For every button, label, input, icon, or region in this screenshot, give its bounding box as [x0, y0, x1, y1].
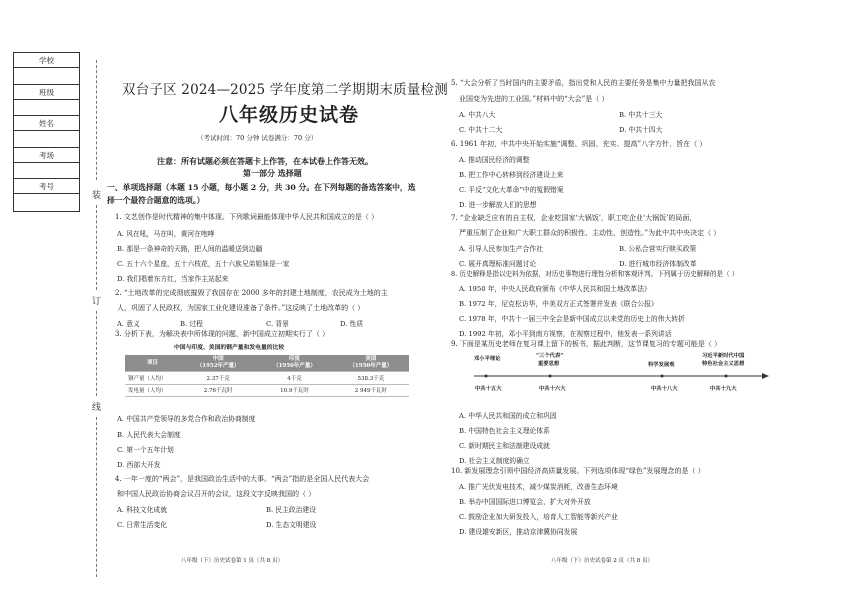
section-heading-cont: 择一个最符合题意的选项。）: [107, 196, 205, 205]
timeline-label-three-represents-2: 重要思想: [538, 361, 560, 367]
page-footer-left: 八年级（下）历史试卷第 1 页（共 8 页）: [181, 558, 283, 564]
option-2d: D. 性质: [340, 320, 364, 328]
header-year: （1950年产量）: [349, 363, 393, 369]
timeline-congress-15: 中共十五大: [475, 386, 502, 392]
option-1a: A. 风在吼，马在叫，黄河在咆哮: [117, 230, 215, 238]
table-header-cell: [180, 355, 256, 372]
option-7b: B. 公私合营实行赎买政策: [619, 245, 697, 253]
class-field[interactable]: [14, 99, 79, 116]
option-9d: D. 社会主义制度的确立: [459, 457, 530, 465]
option-3a: A. 中国共产党领导的多党合作和政治协商制度: [117, 415, 256, 423]
option-8c: C. 1978 年，中共十一届三中全会是新中国成立以来党的历史上的伟大转折: [459, 315, 685, 323]
binding-char: 线: [92, 403, 102, 413]
info-row-name: [14, 116, 79, 148]
table-header-cell: [256, 355, 332, 372]
timeline-label-deng: 邓小平理论: [474, 356, 501, 362]
timeline-congress-19: 中共十九大: [710, 386, 737, 392]
option-10d: D. 建设雄安新区，推动京津冀协同发展: [459, 528, 578, 536]
table-header-cell: 项目: [125, 355, 180, 372]
table-cell: 发电量（人均）: [125, 384, 180, 397]
paper-subtitle: 八年级历史试卷: [219, 104, 360, 126]
school-field[interactable]: [14, 67, 79, 84]
table-cell: 538.3千克: [333, 372, 409, 385]
timeline-label-xi-1: 习近平新时代中国: [702, 353, 745, 359]
info-label: 考场: [39, 150, 54, 160]
option-7d: D. 进行城市经济体制改革: [619, 260, 697, 268]
timeline-arrow: [474, 370, 770, 382]
option-9b: B. 中国特色社会主义理论体系: [459, 427, 550, 435]
info-row-number: [14, 179, 79, 211]
question-5-line2: 业国变为先进的工业国。”材料中的“大会”是（ ）: [459, 95, 609, 103]
question-5-line1: 5. “大会分析了当时国内的主要矛盾，指出党和人民的主要任务是集中力量把我国从农: [451, 79, 716, 87]
question-10: 10. 新发展理念引领中国经济高质量发展。下列选项体现“绿色”发展理念的是（ ）: [451, 467, 705, 475]
question-6: 6. 1961 年初，中共中央开始实施“调整、巩固、充实、提高”八字方针，旨在（ ）: [451, 140, 707, 148]
page-footer-right: 八年级（下）历史试卷第 2 页（共 8 页）: [551, 558, 653, 564]
option-6d: D. 进一步解放人们的思想: [459, 201, 537, 209]
header-year: （1952年产量）: [196, 363, 240, 369]
option-8b: B. 1972 年，尼克松访华，中美双方正式签署并发表《联合公报》: [459, 300, 658, 308]
timeline-label-scientific: 科学发展观: [648, 362, 675, 368]
table-cell: 钢产量（人均）: [125, 372, 180, 385]
binding-char: 订: [92, 297, 102, 307]
info-row-school: [14, 53, 79, 85]
option-4c: C. 日常生活变化: [117, 521, 168, 529]
header-year: （1950年产量）: [273, 363, 316, 369]
option-6a: A. 推动国民经济的调整: [459, 156, 530, 164]
option-5a: A. 中共八大: [459, 111, 496, 119]
question-3: 3. 分析下表，为解决表中所体现的问题，新中国成立初期实行了（ ）: [115, 330, 330, 338]
question-4-line2: 和中国人民政治协商会议召开的会议，这段文字反映我国的（ ）: [117, 490, 316, 498]
comparison-table: [125, 355, 409, 397]
board-timeline: [474, 350, 770, 398]
option-8d: D. 1992 年初，邓小平到南方视察，在视察过程中，他发表一系列讲话: [459, 330, 672, 338]
option-1b: B. 那是一条神奇的天路，把人间的温暖送到边疆: [117, 245, 263, 253]
info-label: 姓名: [39, 119, 54, 129]
exam-info: （考试时间：70 分钟 试卷满分：70 分）: [197, 134, 318, 142]
binding-dashed-line: [96, 311, 97, 396]
option-8a: A. 1950 年，中央人民政府颁布《中华人民共和国土地改革法》: [459, 285, 651, 293]
option-5c: C. 中共十二大: [459, 126, 503, 134]
option-7c: C. 展开真理标准问题讨论: [459, 260, 537, 268]
option-10a: A. 推广光伏发电技术，减少煤炭消耗，改善生态环境: [459, 483, 618, 491]
option-9a: A. 中华人民共和国的成立和巩固: [459, 412, 557, 420]
table-row: [125, 384, 409, 397]
info-label: 学校: [39, 56, 54, 65]
option-9c: C. 新时期民主和法制建设成就: [459, 442, 550, 450]
table-header-row: [125, 355, 409, 372]
timeline-congress-16: 中共十六大: [539, 386, 566, 392]
option-10c: C. 鼓励企业加大研发投入，培育人工智能等新兴产业: [459, 513, 618, 521]
option-3b: B. 人民代表大会制度: [117, 431, 181, 439]
timeline-label-three-represents-1: “三个代表”: [536, 353, 564, 359]
table-header-cell: [333, 355, 409, 372]
table-cell: 2.37千克: [180, 372, 256, 385]
option-7a: A. 引导人民参加生产合作社: [459, 245, 543, 253]
option-5d: D. 中共十四大: [619, 126, 663, 134]
option-3c: C. 第一个五年计划: [117, 446, 174, 454]
timeline-congress-18: 中共十八大: [651, 386, 678, 392]
header-country: 美国: [365, 356, 377, 362]
option-6b: B. 把工作中心转移到经济建设上来: [459, 171, 564, 179]
notice: 注意：所有试题必须在答题卡上作答，在本试卷上作答无效。: [157, 156, 373, 166]
question-4-line1: 4. 一年一度的“两会”，是我国政治生活中的大事。“两会”指的是全国人民代表大会: [115, 475, 370, 483]
timeline-label-xi-2: 特色社会主义思想: [702, 361, 745, 367]
table-cell: 2.76千瓦时: [180, 384, 256, 397]
exam-number-field[interactable]: [14, 193, 79, 211]
question-7-line2: 严重压制了企业和广大职工群众的积极性、主动性、创造性。”为此中共中央决定（ ）: [459, 229, 721, 237]
student-info-table: [13, 52, 80, 212]
exam-title: 双台子区 2024—2025 学年度第二学期期末质量检测: [122, 82, 448, 98]
table-cell: 10.9千瓦时: [256, 384, 332, 397]
question-7-line1: 7. “企业缺乏应有的自主权，企业吃国家‘大锅饭’，职工吃企业‘大锅饭’的局面，: [451, 214, 697, 222]
section-heading: 一、单项选择题（本题 15 小题，每小题 2 分，共 30 分。在下列每题的备选答案中，选: [107, 183, 416, 192]
part-heading: 第一部分 选择题: [243, 168, 302, 178]
binding-dashed-line: [96, 417, 97, 577]
option-4a: A. 科技文化成就: [117, 506, 168, 514]
table-caption: 中国与印度、美国的钢产量和发电量的比较: [174, 345, 285, 351]
question-9: 9. 下面是某历史老师在复习课上留下的板书，据此判断，这节课复习的专题可能是（ ）: [451, 340, 722, 348]
exam-room-field[interactable]: [14, 162, 79, 179]
question-8: 8. 历史解释是指以史料为依据，对历史事物进行理性分析和客观评判。下列属于历史解释的是（ ）: [451, 270, 739, 278]
header-country: 中国: [212, 356, 224, 362]
question-1: 1. 文艺创作是时代精神的集中体现。下列歌词最能体现中华人民共和国成立的是（ ）: [115, 213, 379, 221]
option-2c: C. 背景: [266, 320, 289, 328]
question-2-line1: 2. “土地改革的完成彻底摧毁了我国存在 2000 多年的封建土地制度，农民成为土地的主: [115, 289, 388, 297]
question-2-line2: 人，巩固了人民政权，为国家工业化建设准备了条件。”这反映了土地改革的（ ）: [117, 304, 365, 312]
table-row: [125, 372, 409, 385]
info-label: 考号: [39, 182, 54, 192]
option-6c: C. 平反“文化大革命”中的冤假错案: [459, 186, 564, 194]
option-1d: D. 我们唱着东方红，当家作主站起来: [117, 275, 229, 283]
option-2a: A. 意义: [117, 320, 140, 328]
option-4b: B. 民主政治建设: [266, 506, 317, 514]
option-2b: B. 过程: [180, 320, 203, 328]
option-5b: B. 中共十三大: [619, 111, 663, 119]
option-4d: D. 生态文明建设: [266, 521, 317, 529]
binding-dashed-line: [96, 205, 97, 290]
option-1c: C. 五十六个星座，五十六枝花，五十六族兄弟姐妹是一家: [117, 260, 290, 268]
info-row-class: [14, 85, 79, 117]
option-10b: B. 举办中国国际进口博览会，扩大对外开放: [459, 498, 591, 506]
name-field[interactable]: [14, 130, 79, 147]
table-cell: 4千克: [256, 372, 332, 385]
table-cell: 2 949千瓦时: [333, 384, 409, 397]
option-3d: D. 西部大开发: [117, 461, 161, 469]
info-label: 班级: [39, 87, 54, 97]
binding-char: 装: [92, 191, 102, 201]
info-row-room: [14, 148, 79, 180]
header-country: 印度: [288, 356, 300, 362]
binding-dashed-line: [96, 60, 97, 180]
